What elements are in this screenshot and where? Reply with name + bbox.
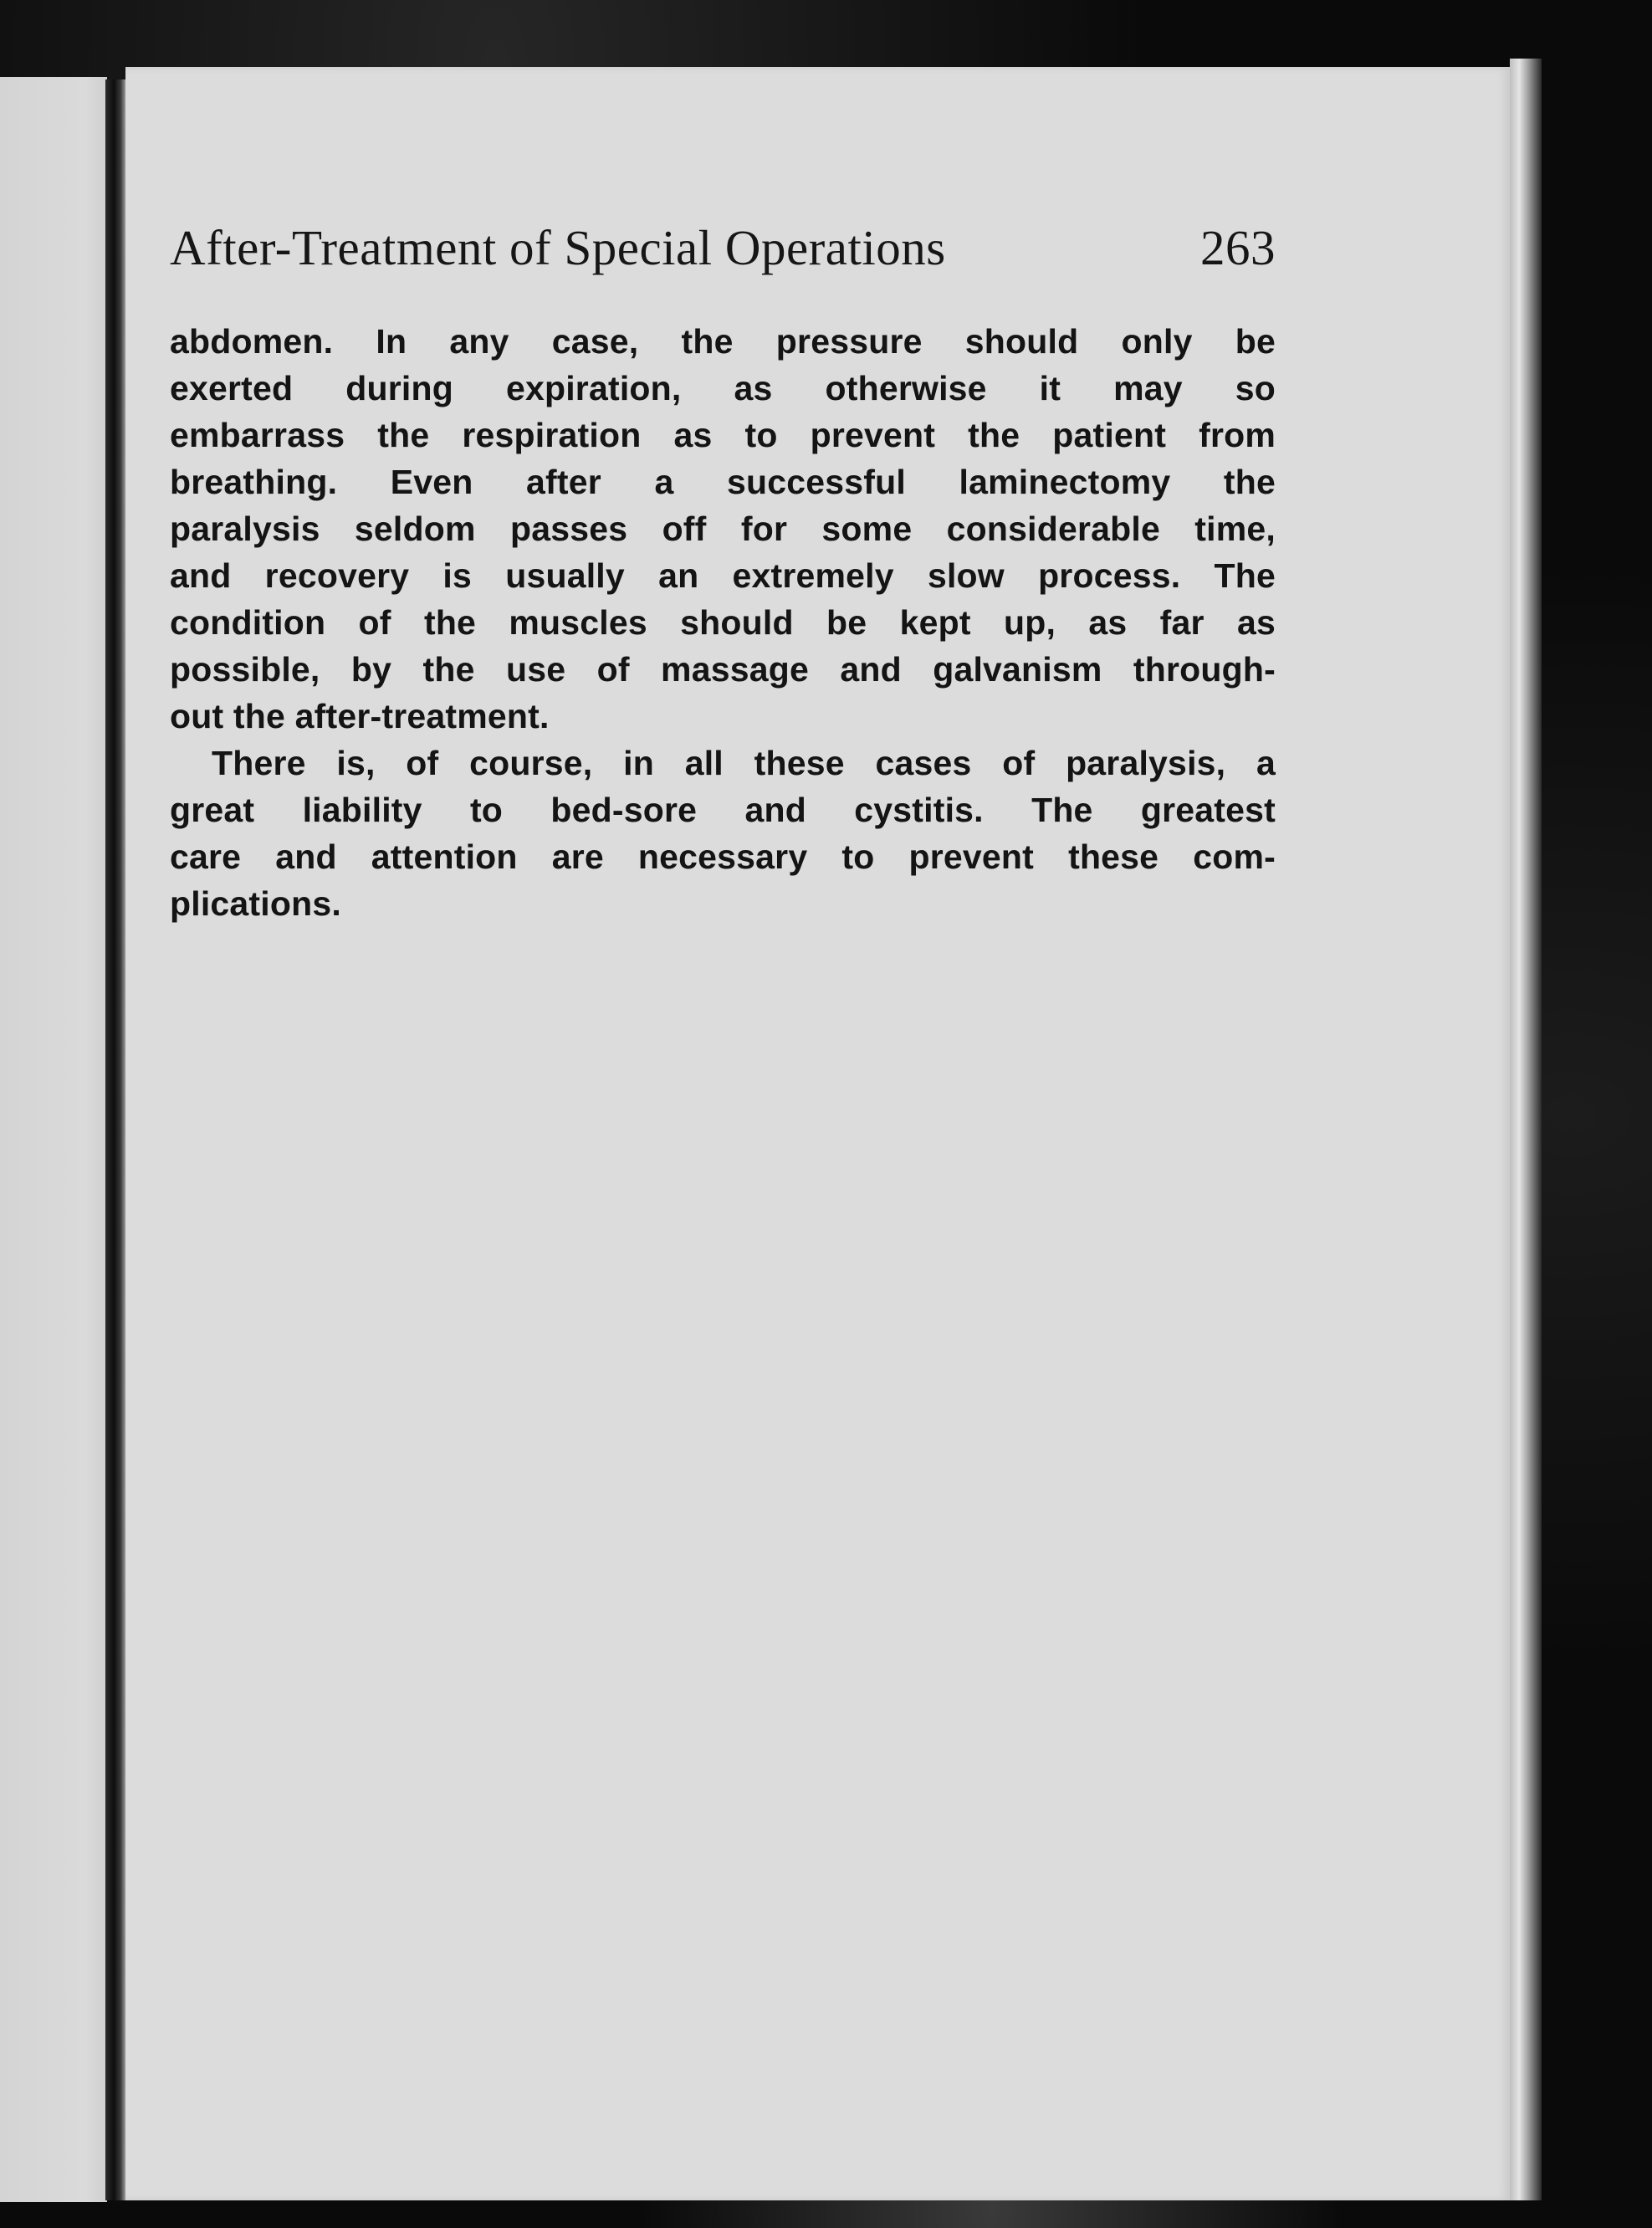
text-line: great liability to bed-sore and cystitis. The greatest bbox=[170, 791, 1276, 829]
paragraph bbox=[170, 318, 1276, 740]
text-line: plications. bbox=[170, 884, 341, 923]
text-line: breathing. Even after a successful laminectomy the bbox=[170, 463, 1276, 501]
facing-page-edge bbox=[0, 77, 107, 2202]
text-line: out the after-treatment. bbox=[170, 697, 550, 735]
text-line: abdomen. In any case, the pressure should only be bbox=[170, 322, 1276, 361]
body-text bbox=[170, 318, 1276, 927]
text-line: possible, by the use of massage and galvanism through- bbox=[170, 650, 1276, 689]
text-line: exerted during expiration, as otherwise it may so bbox=[170, 369, 1276, 407]
page-stack-edge bbox=[1510, 59, 1542, 2200]
page-number: 263 bbox=[1200, 220, 1276, 275]
text-line: embarrass the respiration as to prevent the patient from bbox=[170, 416, 1276, 454]
book-gutter bbox=[105, 79, 127, 2200]
text-line: There is, of course, in all these cases of paralysis, a bbox=[212, 744, 1276, 782]
paragraph bbox=[170, 740, 1276, 927]
text-line: care and attention are necessary to prevent these com- bbox=[170, 837, 1276, 876]
running-header bbox=[170, 219, 1276, 277]
text-line: and recovery is usually an extremely slow process. The bbox=[170, 556, 1276, 595]
text-line: condition of the muscles should be kept up, as far as bbox=[170, 603, 1276, 642]
running-title: After-Treatment of Special Operations bbox=[170, 220, 946, 275]
text-line: paralysis seldom passes off for some considerable time, bbox=[170, 510, 1276, 548]
